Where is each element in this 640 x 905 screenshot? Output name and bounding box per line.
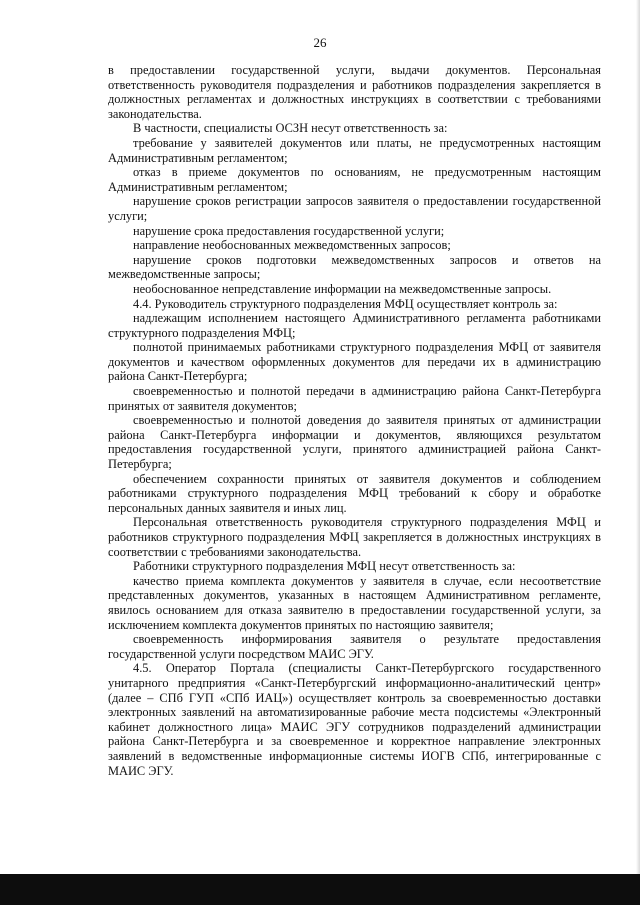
paragraph: своевременность информирования заявителя о результате предоставления государственной услуги посредством МАИС ЭГУ. bbox=[108, 632, 601, 661]
paragraph: необоснованное непредставление информации на межведомственные запросы. bbox=[133, 281, 552, 296]
paragraph: обеспечением сохранности принятых от заявителя документов и соблюдением работниками структурного подразделения МФЦ требований к сбору и обработке персональных данных заявителя и иных лиц. bbox=[108, 471, 601, 515]
section-heading-paragraph: 4.5. Оператор Портала (специалисты Санкт-Петербургского государственного унитарного предприятия «Санкт-Петербургский информационно-аналитический центр» (далее – СПб ГУП «СПб ИАЦ») осуществляет контроль за своевременностью доставки электронных заявлений на автоматизированные рабочие места подсистемы «Электронный кабинет должностного лица» МАИС ЭГУ сотрудников подразделений администрации района Санкт-Петербурга и за своевременное и корректное направление электронных заявлений в ведомственные информационные системы ИОГВ СПб, интегрированные с МАИС ЭГУ. bbox=[108, 661, 601, 778]
paragraph: нарушение срока предоставления государственной услуги; bbox=[133, 223, 445, 238]
paragraph: Персональная ответственность руководителя структурного подразделения МФЦ и работников структурного подразделения МФЦ закрепляется в должностных инструкциях в соответствии с требованиями законодательства. bbox=[108, 515, 601, 559]
page-number: 26 bbox=[313, 35, 327, 50]
document-body bbox=[108, 63, 601, 778]
paragraph: в предоставлении государственной услуги, выдачи документов. Персональная ответственность руководителя подразделения и работников подразделения закрепляется в должностных регламентах и должностных инструкциях в соответствии с требованиями законодательства. bbox=[108, 63, 601, 121]
paragraph: требование у заявителей документов или платы, не предусмотренных настоящим Административным регламентом; bbox=[108, 135, 601, 165]
paragraph: Работники структурного подразделения МФЦ несут ответственность за: bbox=[133, 559, 516, 574]
paragraph: полнотой принимаемых работниками структурного подразделения МФЦ от заявителя документов и качеством оформленных документов для передачи их в администрацию района Санкт-Петербурга; bbox=[108, 340, 601, 384]
paragraph: нарушение сроков подготовки межведомственных запросов и ответов на межведомственные запросы; bbox=[108, 252, 601, 282]
paragraph: нарушение сроков регистрации запросов заявителя о предоставлении государственной услуги; bbox=[108, 194, 601, 223]
paragraph: направление необоснованных межведомственных запросов; bbox=[133, 238, 451, 253]
scan-bottom-band bbox=[0, 874, 640, 905]
paragraph: своевременностью и полнотой передачи в администрацию района Санкт-Петербурга принятых от заявителя документов; bbox=[108, 384, 601, 413]
scan-edge-shadow bbox=[636, 0, 640, 905]
paragraph: В частности, специалисты ОСЗН несут ответственность за: bbox=[133, 121, 448, 136]
section-heading-paragraph: 4.4. Руководитель структурного подразделения МФЦ осуществляет контроль за: bbox=[133, 296, 558, 311]
paragraph: отказ в приеме документов по основаниям, не предусмотренным настоящим Административным регламентом; bbox=[108, 165, 601, 194]
paragraph: качество приема комплекта документов у заявителя в случае, если несоответствие представленных документов, указанных в настоящем Административном регламенте, явилось основанием для отказа заявителю в предоставлении государственной услуги, за исключением комплекта документов принятых по настоящию заявителя; bbox=[108, 573, 601, 632]
paragraph: своевременностью и полнотой доведения до заявителя принятых от администрации района Санкт-Петербурга информации и документов, являющихся результатом предоставления государственной услуги, принятого администрацией района Санкт-Петербурга; bbox=[108, 413, 601, 472]
paragraph: надлежащим исполнением настоящего Административного регламента работниками структурного подразделения МФЦ; bbox=[108, 311, 601, 340]
